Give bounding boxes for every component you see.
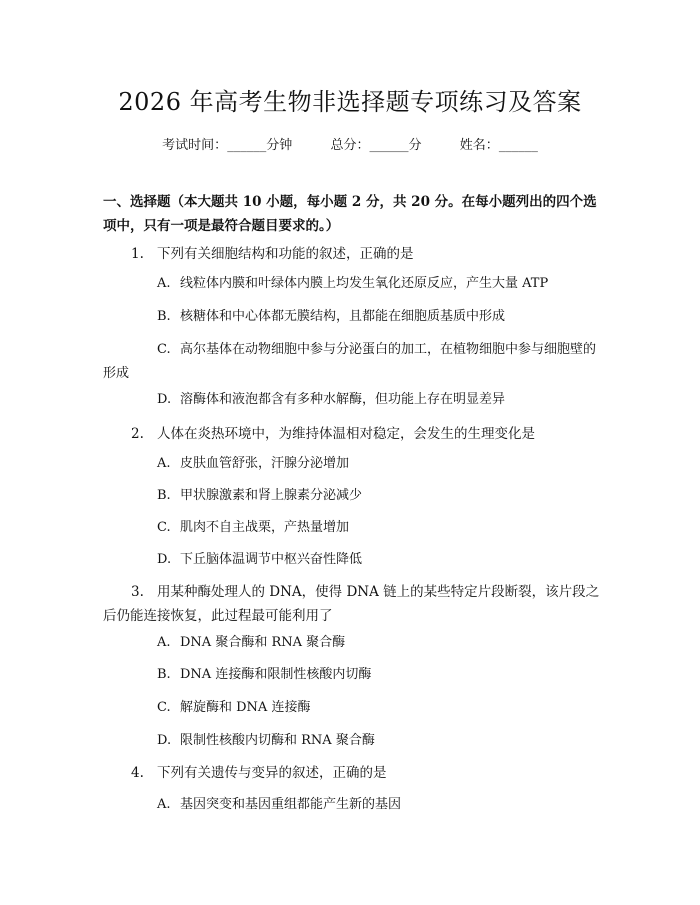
option-text: 基因突变和基因重组都能产生新的基因 — [180, 797, 402, 812]
question-4 — [103, 761, 603, 785]
exam-meta-line — [0, 134, 700, 153]
option-letter: C. — [157, 700, 171, 715]
question-number: 3. — [131, 584, 144, 600]
option-text: DNA 连接酶和限制性核酸内切酶 — [180, 667, 372, 682]
option-text: 下丘脑体温调节中枢兴奋性降低 — [180, 552, 363, 567]
question-number: 4. — [131, 765, 144, 781]
option-letter: D. — [157, 552, 172, 567]
option-letter: C. — [157, 342, 171, 357]
option-letter: B. — [157, 667, 171, 682]
option-text: 高尔基体在动物细胞中参与分泌蛋白的加工，在植物细胞中参与细胞壁的形成 — [103, 342, 597, 381]
time-label: 考试时间： — [162, 138, 228, 153]
question-4-option-a — [103, 793, 603, 817]
question-1-option-b — [103, 305, 603, 329]
score-blank: ______分 — [369, 138, 422, 153]
question-stem: 下列有关细胞结构和功能的叙述，正确的是 — [157, 246, 414, 262]
option-letter: A. — [157, 276, 171, 291]
option-letter: D. — [157, 733, 172, 748]
question-3-option-b — [103, 663, 603, 687]
question-3-option-d — [103, 729, 603, 753]
option-text: DNA 聚合酶和 RNA 聚合酶 — [180, 635, 346, 650]
question-1 — [103, 242, 603, 266]
question-number: 1. — [131, 246, 144, 262]
question-1-option-c — [103, 338, 603, 386]
exam-title: 2026 年高考生物非选择题专项练习及答案 — [118, 88, 582, 116]
name-blank: ______ — [498, 138, 538, 153]
question-3 — [103, 580, 603, 628]
option-letter: D. — [157, 392, 172, 407]
question-stem: 下列有关遗传与变异的叙述，正确的是 — [157, 765, 387, 781]
question-stem: 人体在炎热环境中，为维持体温相对稳定，会发生的生理变化是 — [157, 426, 535, 442]
question-stem: 用某种酶处理人的 DNA，使得 DNA 链上的某些特定片段断裂，该片段之后仍能连接恢复，此过程最可能利用了 — [103, 584, 600, 624]
option-text: 线粒体内膜和叶绿体内膜上均发生氧化还原反应，产生大量 ATP — [180, 276, 549, 291]
question-2 — [103, 422, 603, 446]
name-label: 姓名： — [459, 138, 499, 153]
option-text: 核糖体和中心体都无膜结构，且都能在细胞质基质中形成 — [180, 309, 506, 324]
question-3-option-c — [103, 696, 603, 720]
question-3-option-a — [103, 631, 603, 655]
score-label: 总分： — [330, 138, 370, 153]
question-2-option-d — [103, 548, 603, 572]
section-heading: 一、选择题（本大题共 10 小题，每小题 2 分，共 20 分。在每小题列出的四个选项中，只有一项是最符合题目要求的。） — [103, 194, 597, 234]
question-1-option-d — [103, 388, 603, 412]
option-letter: B. — [157, 309, 171, 324]
question-2-option-c — [103, 516, 603, 540]
option-letter: A. — [157, 635, 171, 650]
option-text: 甲状腺激素和肾上腺素分泌减少 — [180, 488, 363, 503]
option-letter: C. — [157, 520, 171, 535]
option-letter: A. — [157, 797, 171, 812]
option-text: 肌肉不自主战栗，产热量增加 — [180, 520, 350, 535]
option-text: 溶酶体和液泡都含有多种水解酶，但功能上存在明显差异 — [180, 392, 506, 407]
option-letter: A. — [157, 456, 171, 471]
question-number: 2. — [131, 426, 144, 442]
option-letter: B. — [157, 488, 171, 503]
question-2-option-b — [103, 484, 603, 508]
question-1-option-a — [103, 272, 603, 296]
question-2-option-a — [103, 452, 603, 476]
option-text: 解旋酶和 DNA 连接酶 — [180, 700, 311, 715]
option-text: 限制性核酸内切酶和 RNA 聚合酶 — [180, 733, 375, 748]
option-text: 皮肤血管舒张，汗腺分泌增加 — [180, 456, 350, 471]
time-blank: ______分钟 — [227, 138, 293, 153]
